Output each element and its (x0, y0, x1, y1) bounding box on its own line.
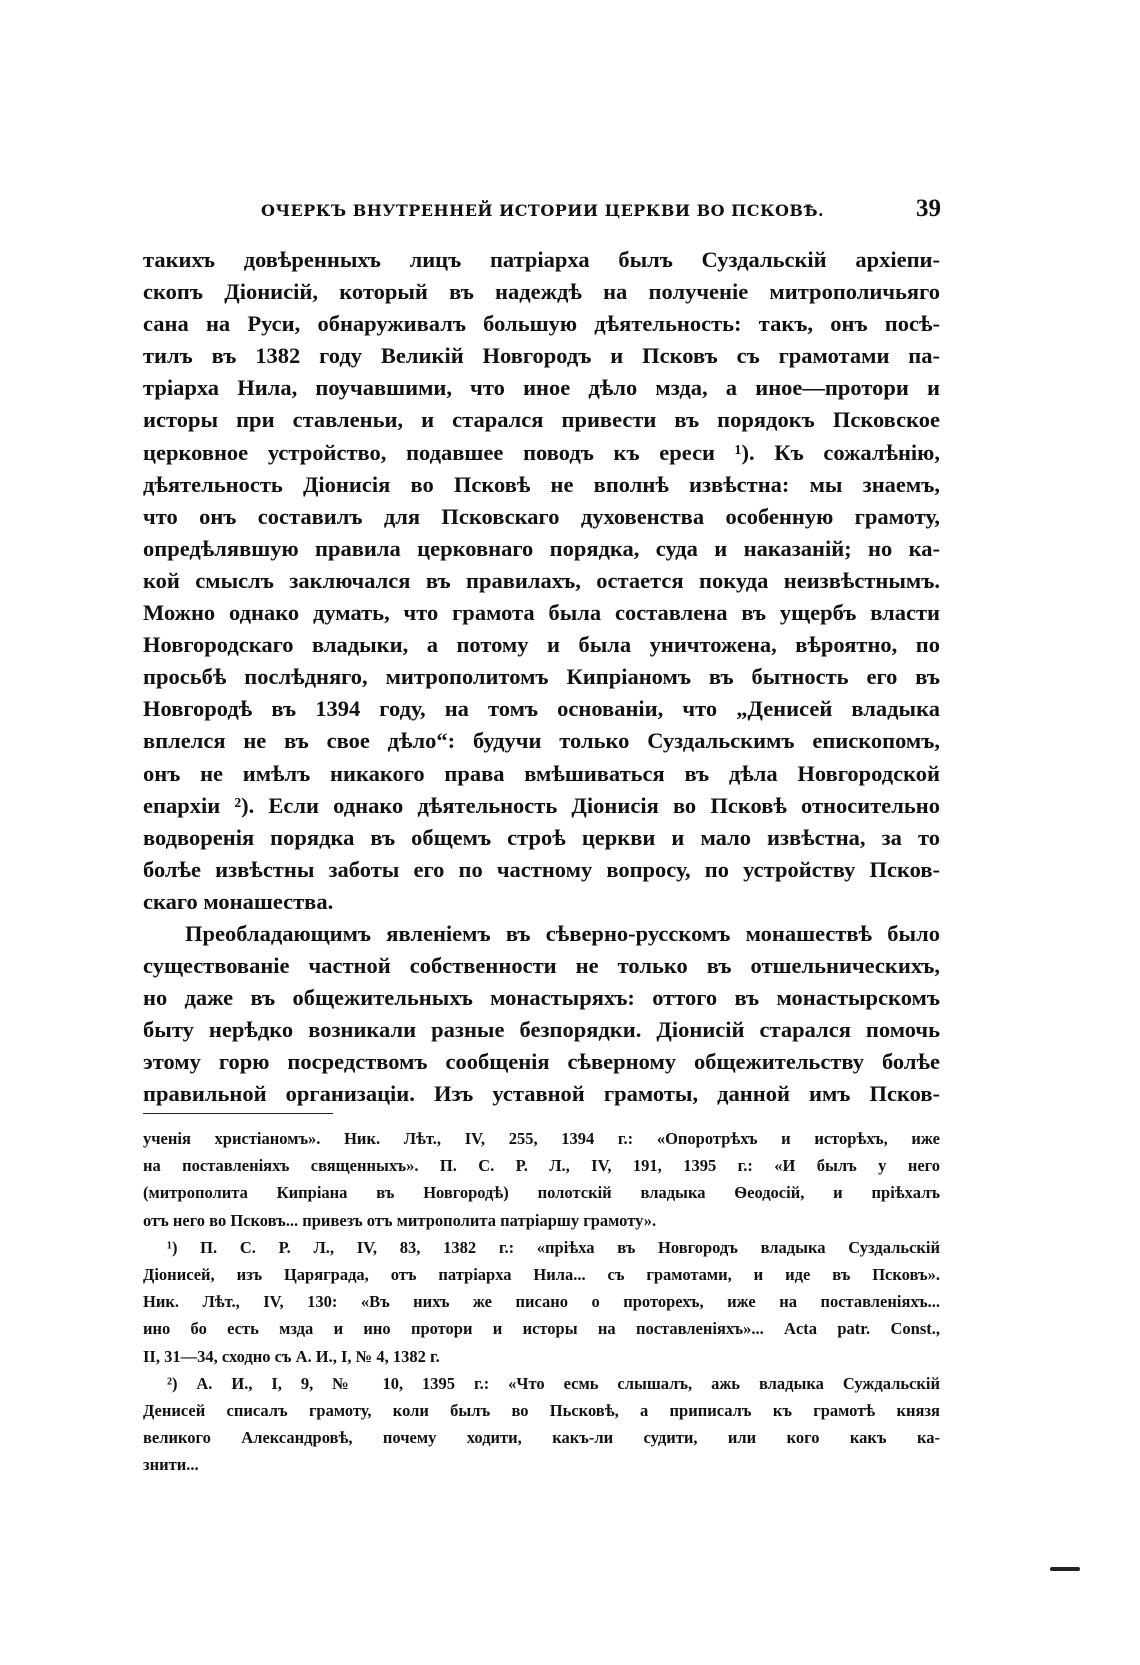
footnote-line: Ник. Лѣт., IV, 130: «Въ нихъ же писано о проторехъ, иже на поставленіяхъ... (143, 1292, 940, 1312)
body-line: опредѣлявшую правила церковнаго порядка, суда и наказаній; но ка- (143, 535, 940, 561)
body-line: онъ не имѣлъ никакого права вмѣшиваться въ дѣла Новгородской (143, 760, 940, 786)
body-line: скаго монашества. (143, 888, 334, 914)
body-line: кой смыслъ заключался въ правилахъ, остается покуда неизвѣстнымъ. (143, 567, 940, 593)
body-line: дѣятельность Діонисія во Псковѣ не вполнѣ извѣстна: мы знаемъ, (143, 471, 940, 497)
body-line: Новгородѣ въ 1394 году, на томъ основаніи, что „Денисей владыка (143, 696, 940, 722)
body-line: существованіе частной собственности не только въ отшельническихъ, (143, 953, 940, 979)
body-line: но даже въ общежительныхъ монастыряхъ: оттого въ монастырскомъ (143, 985, 940, 1011)
footnote-line: II, 31—34, сходно съ А. И., I, № 4, 1382 г. (143, 1346, 440, 1366)
body-line: вплелся не въ свое дѣло“: будучи только Суздальскимъ епископомъ, (143, 728, 940, 754)
footnote-line: на поставленіяхъ священныхъ». П. С. Р. Л., IV, 191, 1395 г.: «И былъ у него (143, 1156, 940, 1176)
body-line: сана на Руси, обнаруживалъ большую дѣятельность: такъ, онъ посѣ- (143, 311, 940, 337)
body-line: церковное устройство, подавшее поводъ къ ереси ¹). Къ сожалѣнію, (143, 439, 940, 465)
footnote-line: ино бо есть мзда и ино протори и исторы на поставленіяхъ»... Acta patr. Const., (143, 1319, 940, 1339)
body-line: этому горю посредствомъ сообщенія сѣверному общежительству болѣе (143, 1049, 940, 1075)
footnote-line: великого Александровѣ, почему ходити, какъ-ли судити, или кого какъ ка- (143, 1428, 940, 1448)
footnote-line: Діонисей, изъ Царяграда, отъ патріарха Нила... съ грамотами, и иде въ Псковъ». (143, 1264, 940, 1284)
paragraph-start-line: Преобладающимъ явленіемъ въ сѣверно-русскомъ монашествѣ было (185, 920, 940, 946)
body-line: просьбѣ послѣдняго, митрополитомъ Кипріаномъ въ бытность его въ (143, 664, 940, 690)
body-line: тилъ въ 1382 году Великій Новгородъ и Псковъ съ грамотами па- (143, 343, 940, 369)
footnote-line: ученія христіаномъ». Ник. Лѣт., IV, 255, 1394 г.: «Опоротрѣхъ и исторѣхъ, иже (143, 1129, 940, 1148)
body-line: тріарха Нила, поучавшими, что иное дѣло мзда, а иное—протори и (143, 375, 940, 401)
body-line: епархіи ²). Если однако дѣятельность Діонисія во Псковѣ относительно (143, 792, 940, 818)
footnote-2-start: ²) А. И., I, 9, № 10, 1395 г.: «Что есмь слышалъ, ажь владыка Суждальскій (167, 1373, 940, 1393)
footnote-line: знити... (143, 1455, 199, 1475)
body-line: быту нерѣдко возникали разные безпорядки. Діонисій старался помочь (143, 1017, 940, 1043)
footnotes (143, 1125, 940, 1478)
footnote-rule (143, 1113, 333, 1114)
footnote-line: отъ него во Псковъ... привезъ отъ митрополита патріаршу грамоту». (143, 1210, 657, 1230)
scan-mark (1050, 1567, 1080, 1571)
footnote-line: Денисей списалъ грамоту, коли былъ во Пьсковѣ, а приписалъ къ грамотѣ князя (143, 1400, 940, 1420)
body-line: скопъ Діонисій, который въ надеждѣ на полученіе митрополичьяго (143, 279, 940, 305)
body-line: водворенія порядка въ общемъ строѣ церкви и мало извѣстна, за то (143, 824, 940, 850)
body-line: болѣе извѣстны заботы его по частному вопросу, по устройству Псков- (143, 856, 940, 882)
footnote-1-start: ¹) П. С. Р. Л., IV, 83, 1382 г.: «пріѣха въ Новгородъ владыка Суздальскій (167, 1237, 940, 1257)
body-line: Можно однако думать, что грамота была составлена въ ущербъ власти (143, 600, 940, 626)
body-line: такихъ довѣренныхъ лицъ патріарха былъ Суздальскій архіепи- (143, 247, 940, 272)
body-line: правильной организаціи. Изъ уставной грамоты, данной имъ Псков- (143, 1081, 940, 1107)
footnote-line: (митрополита Кипріана въ Новгородѣ) полотскій владыка Ѳеодосій, и пріѣхалъ (143, 1183, 940, 1203)
body-text (143, 244, 940, 1111)
running-title: ОЧЕРКЪ ВНУТРЕННЕЙ ИСТОРИИ ЦЕРКВИ ВО ПСКОВѢ. (261, 201, 825, 220)
page-number: 39 (916, 195, 941, 222)
body-line: исторы при ставленьи, и старался привести въ порядокъ Псковское (143, 407, 940, 433)
page-header (143, 195, 943, 229)
body-line: Новгородскаго владыки, а потому и была уничтожена, вѣроятно, по (143, 632, 940, 658)
body-line: что онъ составилъ для Псковскаго духовенства особенную грамоту, (143, 503, 940, 529)
